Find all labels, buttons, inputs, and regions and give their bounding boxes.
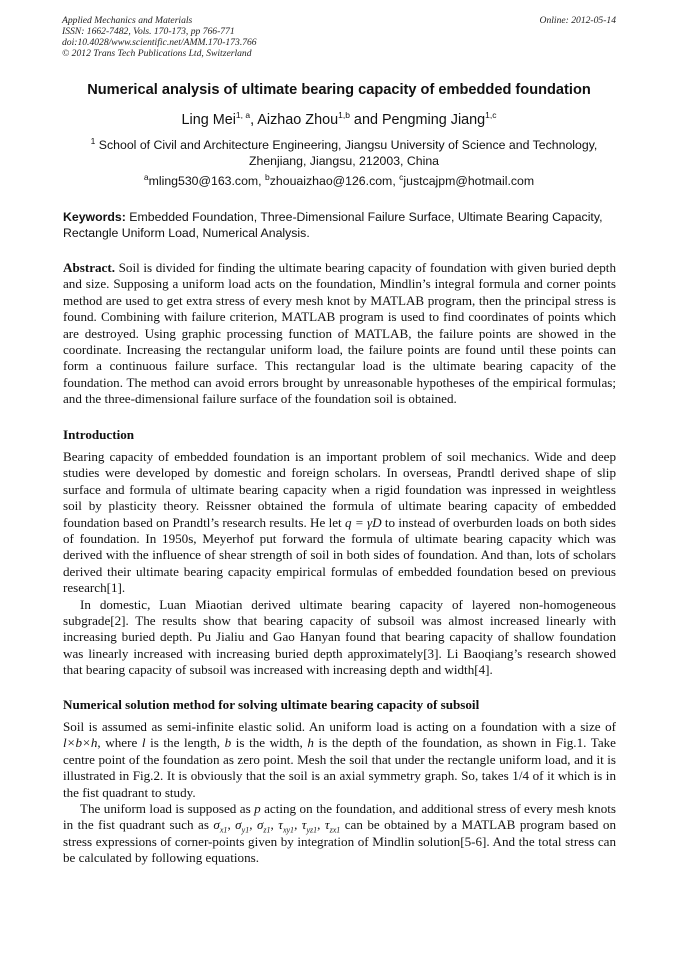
affil-line-2: Zhenjiang, Jiangsu, 212003, China	[248, 154, 440, 168]
author-list	[0, 112, 678, 128]
keywords-text: Embedded Foundation, Three-Dimensional Failure Surface, Ultimate Bearing Capacity, Rectangle Uniform Load, Numerical Analysis.	[63, 210, 603, 240]
math-symbol: l	[141, 735, 146, 751]
math-symbol: h	[307, 735, 314, 751]
email-mark: b	[265, 171, 270, 182]
abstract-text: Soil is divided for finding the ultimate bearing capacity of foundation with given buried depth and size. Supposing a uniform load acts on the foundation, Mindlin’s integral formula and corner points method are used to get extra stress of every mesh knot by MATLAB program, then the principal stress is found. Combining with failure criterion, MATLAB program is used to find coordinates of points which are destroyed. Using graphic processing function of MATLAB, the failure points are showed in the coordinate. Increasing the rectangular uniform load, the failure points are found until these points can form a continuous failure surface. This rectangular load is the ultimate bearing capacity of the foundation. The method can avoid errors brought by unreasonable hypotheses of the empirical formulas; and the three-dimensional failure surface of the foundation soil is obtained.	[63, 260, 616, 407]
paper-title: Numerical analysis of ultimate bearing capacity of embedded foundation	[87, 82, 591, 98]
keywords-label: Keywords:	[63, 210, 126, 224]
paragraph-text: acting on the foundation, and additional stress of every mesh knots in the fist quadrant such as	[63, 801, 616, 833]
doi-line: doi:10.4028/www.scientific.net/AMM.170-173.766	[62, 37, 257, 48]
stress-subscript: yz1	[306, 826, 318, 836]
author-emails	[0, 171, 678, 188]
equation-inline: q = γD	[345, 514, 382, 530]
abstract-block	[63, 260, 616, 408]
stress-subscript: y1	[241, 826, 250, 836]
stress-symbol: σ	[235, 817, 242, 833]
paragraph-text: Bearing capacity of embedded foundation is an important problem of soil mechanics. Wide and deep studies were developed by domestic and foreign scholars. In overseas, Prandtl derived shape of slip surface and formula of ultimate bearing capacity when a rigid foundation was inpressed in weightless soil by plasticity theory. Reissner obtained the formula of ultimate bearing capacity of embedded foundation based on Prandtl’s research results. He let	[63, 449, 616, 530]
affil-line-1: School of Civil and Architecture Engineering, Jiangsu University of Science and Technology,	[95, 138, 598, 152]
paragraph	[63, 719, 616, 801]
paragraph-text: to instead of overburden loads on both sides of foundation. In 1950s, Meyerhof put forward the formula of ultimate bearing capacity which was derived with the influence of shear strength of soil in both sides of foundation. And than, lots of scholars derived their ultimate bearing capacity empirical formulas of embedded foundation besed on previous research[1].	[63, 514, 616, 596]
author-affil-mark: 1, a	[235, 110, 251, 121]
affil-number: 1	[90, 135, 96, 146]
paragraph-text: can be obtained by a MATLAB program based on stress expressions of corner-points given by integration of Mindlin solution[5-6]. And the total stress can be calculated by following equations.	[63, 817, 617, 866]
author-name: Aizhao Zhou	[257, 112, 339, 128]
author-affil-mark: 1,c	[485, 110, 497, 121]
email-mark: c	[399, 171, 404, 182]
paragraph	[63, 449, 616, 597]
paragraph-text: is the width,	[231, 735, 308, 751]
journal-name: Applied Mechanics and Materials	[62, 15, 193, 26]
stress-subscript: z1	[263, 826, 271, 836]
stress-symbol: σ	[256, 817, 264, 833]
abstract-label: Abstract.	[63, 260, 115, 275]
copyright-line: © 2012 Trans Tech Publications Ltd, Switzerland	[62, 48, 252, 59]
email-separator: ,	[258, 174, 266, 188]
stress-subscript: x1	[219, 826, 228, 836]
email-link[interactable]: justcajpm@hotmail.com	[403, 174, 535, 188]
math-symbol: b	[224, 735, 232, 751]
stress-symbol: τ	[324, 817, 330, 833]
stress-subscript: xy1	[282, 826, 295, 836]
stress-terms: $\sigma_{x1}$, $\sigma_{y1}$, $\sigma_{z1}$, $\tau_{xy1}$, $\tau_{yz1}$, $\tau_{zx1}$	[213, 817, 341, 836]
stress-symbol: σ	[213, 817, 220, 833]
author-affil-mark: 1,b	[338, 110, 350, 121]
section-heading-numerical-method: Numerical solution method for solving ultimate bearing capacity of subsoil	[63, 697, 480, 712]
stress-subscript: zx1	[329, 826, 341, 836]
equation-inline: l×b×h	[63, 735, 98, 751]
author-separator: and	[349, 112, 382, 128]
paragraph	[63, 801, 616, 867]
email-link[interactable]: zhouaizhao@126.com	[269, 174, 393, 188]
email-separator: ,	[392, 174, 400, 188]
keywords-block	[63, 209, 619, 241]
paragraph-text: The uniform load is supposed as	[80, 801, 255, 817]
stress-symbol: τ	[301, 817, 307, 833]
math-symbol: p	[254, 801, 261, 817]
stress-symbol: τ	[278, 817, 283, 833]
paragraph-text: is the length,	[145, 735, 225, 751]
author-separator: ,	[250, 112, 258, 128]
online-date: Online: 2012-05-14	[539, 15, 616, 26]
introduction-body	[63, 449, 616, 679]
journal-header	[62, 15, 618, 59]
author-name: Ling Mei	[181, 112, 236, 128]
paragraph-text: Soil is assumed as semi-infinite elastic solid. An uniform load is acting on a foundation with a size of	[63, 719, 616, 734]
affiliation	[70, 137, 618, 169]
email-link[interactable]: mling530@163.com	[148, 174, 259, 188]
author-name: Pengming Jiang	[381, 112, 486, 128]
numerical-method-body	[63, 719, 616, 867]
paragraph-text: , where	[97, 735, 142, 751]
paragraph-text: is the depth of the foundation, as shown in Fig.1. Take centre point of the foundation as zero point. Mesh the soil that under the rectangle uniform load, and it is illustrated in Fig.2. It is obviously that the soil is an axial symmetry graph. So, takes 1/4 of it which is in the fist quadrant to study.	[63, 735, 616, 800]
section-heading-introduction: Introduction	[63, 427, 135, 442]
issn-line: ISSN: 1662-7482, Vols. 170-173, pp 766-771	[62, 26, 235, 37]
email-mark: a	[143, 171, 149, 182]
paragraph: In domestic, Luan Miaotian derived ultimate bearing capacity of layered non-homogeneous subgrade[2]. The results show that bearing capacity of subsoil was almost increased linearly with increasing buried depth. Pu Jialiu and Gao Hanyan found that bearing capacity of shallow foundation was linearly increased with increasing buried depth approximately[3]. Li Baoqiang’s research showed that bearing capacity of subsoil was increased with increasing depth and width[4].	[63, 596, 616, 678]
